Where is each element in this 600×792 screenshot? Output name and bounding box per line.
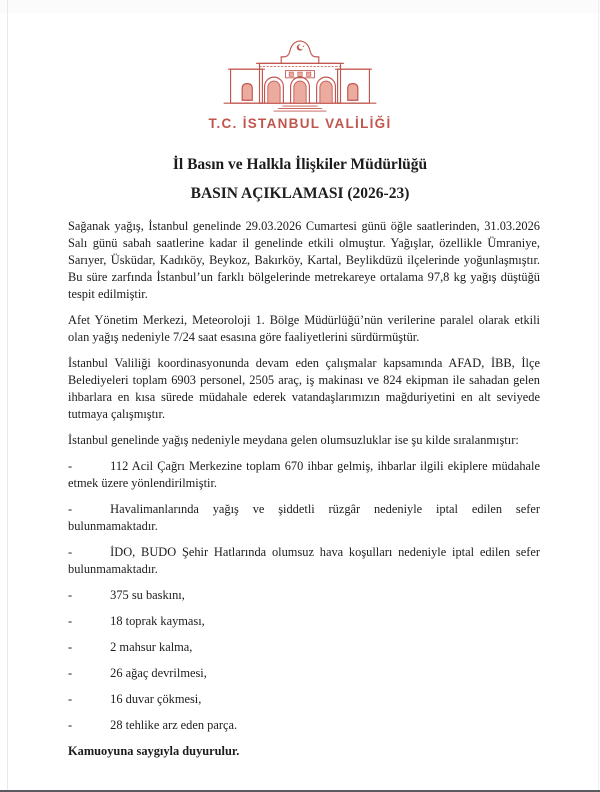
bullet-item	[68, 639, 540, 656]
bullet-dash: -	[68, 614, 73, 628]
department-title: İl Basın ve Halkla İlişkiler Müdürlüğü	[172, 156, 428, 173]
bullet-text: Havalimanlarında yağış ve şiddetli rüzgâr nedeniyle iptal edilen sefer bulunmamaktadır.	[68, 502, 540, 533]
closing-statement: Kamuoyuna saygıyla duyurulur.	[68, 744, 240, 758]
org-name: T.C. İSTANBUL VALİLİĞİ	[208, 116, 392, 131]
bullet-item	[68, 613, 540, 630]
paragraph: İstanbul genelinde yağış nedeniyle meydana gelen olumsuzluklar ise şu kilde sıralanmıştır:	[68, 433, 519, 447]
letterhead	[0, 0, 600, 131]
press-release-body	[68, 218, 540, 760]
bullet-item	[68, 544, 540, 578]
paragraph: Sağanak yağış, İstanbul genelinde 29.03.2026 Cumartesi günü öğle saatlerinden, 31.03.2026 Salı günü sabah saatlerine kadar il genelinde etkili olmuştur. Yağışlar, özellikle Ümraniye, Sarıyer, Üsküdar, Kadıköy, Beykoz, Bakırköy, Kartal, Beylikdüzü ilçelerinde yoğunlaşmıştır. Bu süre zarfında İstanbul’un farklı bölgelerinde metrekareye ortalama 97,8 kg yağış düştüğü tespit edilmiştir.	[68, 219, 540, 301]
bullet-dash: -	[68, 692, 73, 706]
paragraph-list	[68, 218, 540, 449]
bullet-text: 16 duvar çökmesi,	[110, 692, 202, 706]
bullet-list	[68, 458, 540, 734]
bullet-dash: -	[68, 666, 73, 680]
valilik-building-logo	[220, 33, 380, 114]
bullet-item	[68, 691, 540, 708]
paragraph: İstanbul Valiliği koordinasyonunda devam eden çalışmalar kapsamında AFAD, İBB, İlçe Belediyeleri toplam 6903 personel, 2505 araç, iş makinası ve 824 ekipman ile sahadan gelen ihbarlara en kısa sürede müdahale ederek vatandaşlarımızın mağduriyetini en alt seviyede tutmaya çalışmıştır.	[68, 356, 540, 421]
bullet-text: 112 Acil Çağrı Merkezine toplam 670 ihbar gelmiş, ihbarlar ilgili ekiplere müdahale etmek üzere yönlendirilmiştir.	[68, 459, 540, 490]
bullet-text: 375 su baskını,	[110, 588, 185, 602]
scan-edge-top	[0, 0, 600, 13]
bullet-item	[68, 587, 540, 604]
bullet-text: 2 mahsur kalma,	[110, 640, 193, 654]
bullet-text: İDO, BUDO Şehir Hatlarında olumsuz hava koşulları nedeniyle iptal edilen sefer bulunmamaktadır.	[68, 545, 540, 576]
paragraph: Afet Yönetim Merkezi, Meteoroloji 1. Bölge Müdürlüğü’nün verilerine paralel olarak etkili olan yağış nedeniyle 7/24 saat esasına göre faaliyetlerini sürdürmüştür.	[68, 313, 540, 344]
bullet-item	[68, 501, 540, 535]
bullet-text: 18 toprak kayması,	[110, 614, 205, 628]
press-release-title: BASIN AÇIKLAMASI (2026-23)	[190, 185, 410, 202]
bullet-dash: -	[68, 640, 73, 654]
bullet-item	[68, 717, 540, 734]
scan-edge-left	[7, 0, 8, 792]
bullet-text: 28 tehlike arz eden parça.	[110, 718, 238, 732]
bullet-dash: -	[68, 545, 73, 559]
bullet-dash: -	[68, 502, 73, 516]
scan-edge-right	[598, 0, 599, 792]
bullet-text: 26 ağaç devrilmesi,	[110, 666, 207, 680]
crescent-star-icon	[297, 44, 304, 50]
bullet-dash: -	[68, 588, 73, 602]
bullet-item	[68, 458, 540, 492]
bullet-dash: -	[68, 459, 73, 473]
bullet-dash: -	[68, 718, 73, 732]
bullet-item	[68, 665, 540, 682]
